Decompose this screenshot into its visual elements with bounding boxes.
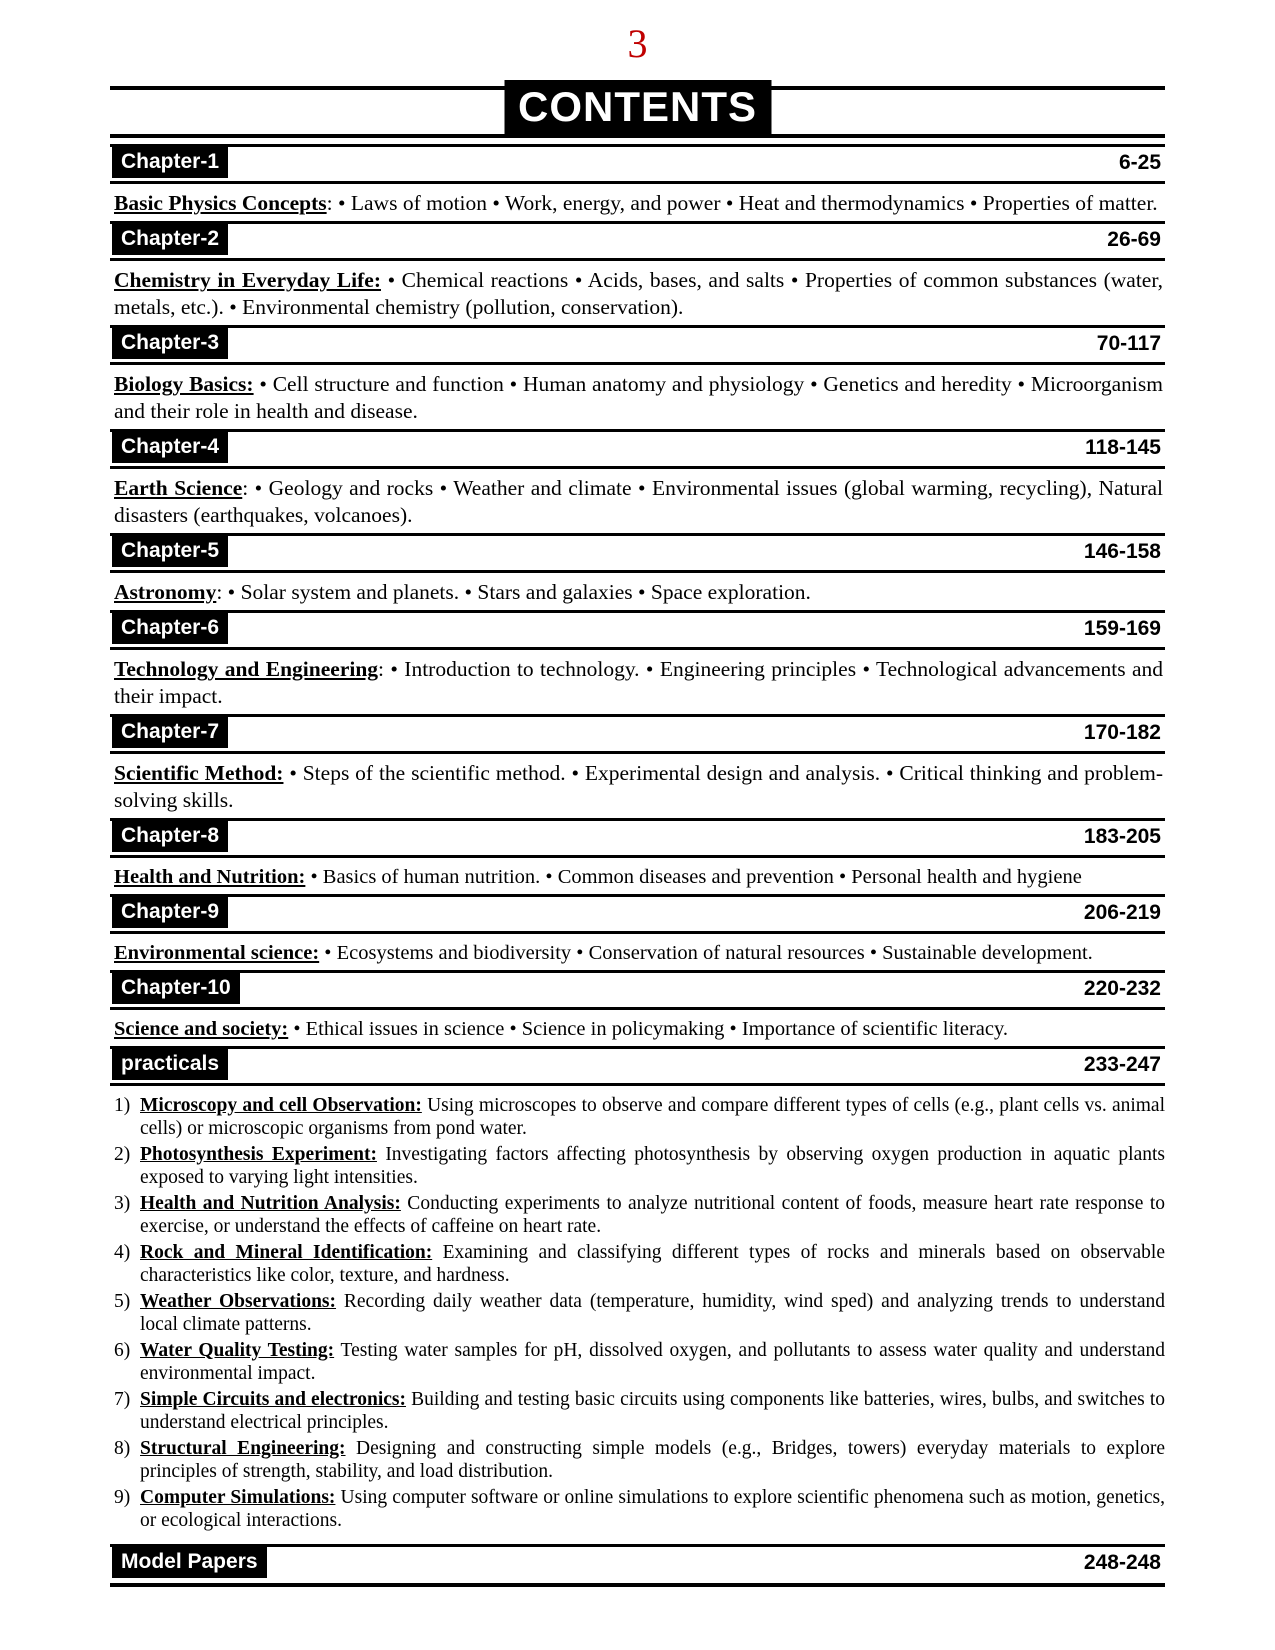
list-item-text: Recording daily weather data (temperature, humidity, wind sped) and analyzing trends to understand local climate patterns. [140, 1291, 1165, 1335]
chapter-description [110, 475, 1165, 529]
chapter-topic-list: • Cell structure and function • Human anatomy and physiology • Genetics and heredity • Microorganism and their role in health and disease. [114, 372, 1163, 423]
chapter-row[interactable] [110, 429, 1165, 469]
chapter-topic-list: : • Geology and rocks • Weather and climate • Environmental issues (global warming, recycling), Natural disasters (earthquakes, volcanoes). [114, 476, 1164, 527]
chapter-tag: Chapter-9 [112, 896, 228, 928]
chapter-description [110, 656, 1165, 710]
chapter-tag: Chapter-1 [112, 146, 228, 178]
list-item-body [140, 1486, 1165, 1532]
chapter-page-range: 118-145 [1085, 436, 1161, 459]
chapter-tag: Chapter-7 [112, 716, 228, 748]
chapter-description [110, 371, 1165, 425]
chapter-page-range: 183-205 [1083, 825, 1161, 848]
list-item-number: 4) [114, 1242, 131, 1263]
list-item-title: Rock and Mineral Identification: [140, 1242, 433, 1263]
chapter-page-range: 220-232 [1083, 977, 1161, 1000]
list-item-title: Health and Nutrition Analysis: [140, 1193, 401, 1214]
list-item [114, 1290, 1165, 1336]
chapter-topic-list: • Ethical issues in science • Science in policymaking • Importance of scientific literacy. [288, 1018, 1009, 1040]
list-item-text: Building and testing basic circuits using components like batteries, wires, bulbs, and switches to understand electrical principles. [140, 1389, 1165, 1433]
chapter-topic-list: • Ecosystems and biodiversity • Conservation of natural resources • Sustainable development. [319, 942, 1093, 964]
list-item [114, 1388, 1165, 1434]
chapter-page-range: 170-182 [1083, 721, 1161, 744]
list-item-title: Structural Engineering: [140, 1438, 346, 1459]
list-item-title: Photosynthesis Experiment: [140, 1144, 377, 1165]
practicals-list [110, 1094, 1165, 1532]
chapter-topic-list: : • Solar system and planets. • Stars and galaxies • Space exploration. [216, 580, 811, 604]
chapter-description [110, 1016, 1165, 1042]
practicals-page-range: 233-247 [1083, 1053, 1161, 1076]
chapter-page-range: 159-169 [1083, 617, 1161, 640]
chapter-topic-list: • Steps of the scientific method. • Experimental design and analysis. • Critical thinking and problem-solving skills. [114, 761, 1163, 812]
chapter-topic: Basic Physics Concepts [114, 191, 327, 215]
chapter-row[interactable] [110, 221, 1165, 261]
list-item-text: Investigating factors affecting photosynthesis by observing oxygen production in aquatic plants exposed to varying light intensities. [140, 1144, 1165, 1188]
list-item-text: Using computer software or online simulations to explore scientific phenomena such as motion, genetics, or ecological interactions. [140, 1487, 1166, 1531]
model-papers-page-range: 248-248 [1083, 1551, 1161, 1574]
chapter-tag: Chapter-5 [112, 535, 228, 567]
chapter-topic: Earth Science [114, 476, 243, 500]
list-item-number: 9) [114, 1487, 131, 1508]
list-item-body [140, 1094, 1165, 1140]
chapter-topic: Chemistry in Everyday Life: [114, 268, 381, 292]
chapter-topic-list: • Chemical reactions • Acids, bases, and salts • Properties of common substances (water, metals, etc.). • Environmental chemistry (pollution, conservation). [114, 268, 1164, 319]
chapter-page-range: 146-158 [1083, 540, 1161, 563]
chapter-row[interactable] [110, 144, 1165, 184]
list-item [114, 1143, 1165, 1189]
chapter-topic: Science and society: [114, 1018, 289, 1040]
chapter-tag: Chapter-4 [112, 431, 228, 463]
chapter-row[interactable] [110, 610, 1165, 650]
chapter-page-range: 206-219 [1083, 901, 1161, 924]
list-item-body [140, 1192, 1165, 1238]
model-papers-tag: Model Papers [112, 1546, 267, 1578]
list-item [114, 1094, 1165, 1140]
list-item-title: Water Quality Testing: [140, 1340, 335, 1361]
chapter-row[interactable] [110, 894, 1165, 934]
chapter-tag: Chapter-8 [112, 820, 228, 852]
chapter-topic: Scientific Method: [114, 761, 284, 785]
list-item-body [140, 1339, 1165, 1385]
chapter-description [110, 864, 1165, 890]
chapter-tag: Chapter-10 [112, 972, 240, 1004]
chapter-topic: Technology and Engineering [114, 657, 379, 681]
chapter-row[interactable] [110, 714, 1165, 754]
model-papers-row[interactable] [110, 1544, 1165, 1587]
list-item-text: Examining and classifying different types of rocks and minerals based on observable characteristics like color, texture, and hardness. [140, 1242, 1165, 1286]
chapter-topic: Biology Basics: [114, 372, 254, 396]
list-item-text: Testing water samples for pH, dissolved oxygen, and pollutants to assess water quality and understand environmental impact. [140, 1340, 1166, 1384]
list-item-number: 7) [114, 1389, 131, 1410]
chapter-description [110, 190, 1165, 217]
chapter-page-range: 70-117 [1096, 332, 1161, 355]
list-item-title: Simple Circuits and electronics: [140, 1389, 406, 1410]
chapter-topic: Health and Nutrition: [114, 866, 306, 888]
practicals-row[interactable] [110, 1046, 1165, 1086]
chapter-topic-list: : • Laws of motion • Work, energy, and power • Heat and thermodynamics • Properties of matter. [326, 191, 1158, 215]
contents-heading-band [110, 84, 1165, 140]
chapter-page-range: 6-25 [1118, 151, 1161, 174]
list-item-body [140, 1290, 1165, 1336]
list-item [114, 1339, 1165, 1385]
chapter-tag: Chapter-3 [112, 327, 228, 359]
list-item-text: Using microscopes to observe and compare different types of cells (e.g., plant cells vs. animal cells) or microscopic organisms from pond water. [140, 1095, 1166, 1139]
list-item-number: 5) [114, 1291, 131, 1312]
page-number: 3 [627, 21, 648, 66]
page-title: CONTENTS [504, 80, 771, 136]
list-item-title: Computer Simulations: [140, 1487, 336, 1508]
list-item [114, 1486, 1165, 1532]
chapter-topic-list: • Basics of human nutrition. • Common diseases and prevention • Personal health and hygiene [305, 866, 1082, 888]
chapter-row[interactable] [110, 325, 1165, 365]
list-item [114, 1192, 1165, 1238]
list-item-text: Designing and constructing simple models (e.g., Bridges, towers) everyday materials to explore principles of strength, stability, and load distribution. [140, 1438, 1165, 1482]
list-item-text: Conducting experiments to analyze nutritional content of foods, measure heart rate response to exercise, or understand the effects of caffeine on heart rate. [140, 1193, 1165, 1237]
chapter-tag: Chapter-6 [112, 612, 228, 644]
chapter-tag: Chapter-2 [112, 223, 228, 255]
chapter-page-range: 26-69 [1107, 228, 1161, 251]
list-item-number: 1) [114, 1095, 131, 1116]
list-item [114, 1437, 1165, 1483]
list-item-body [140, 1437, 1165, 1483]
chapter-row[interactable] [110, 970, 1165, 1010]
list-item-body [140, 1388, 1165, 1434]
list-item-number: 2) [114, 1144, 131, 1165]
chapter-description [110, 760, 1165, 814]
list-item-title: Weather Observations: [140, 1291, 337, 1312]
list-item [114, 1241, 1165, 1287]
list-item-number: 3) [114, 1193, 131, 1214]
list-item-body [140, 1241, 1165, 1287]
chapter-row[interactable] [110, 533, 1165, 573]
chapter-topic: Astronomy [114, 580, 217, 604]
chapter-topic-list: : • Introduction to technology. • Engineering principles • Technological advancements and their impact. [114, 657, 1163, 708]
chapter-row[interactable] [110, 818, 1165, 858]
chapter-description [110, 267, 1165, 321]
list-item-number: 6) [114, 1340, 131, 1361]
chapter-description [110, 940, 1165, 966]
list-item-title: Microscopy and cell Observation: [140, 1095, 422, 1116]
chapter-description [110, 579, 1165, 606]
chapter-topic: Environmental science: [114, 942, 320, 964]
practicals-tag: practicals [112, 1048, 228, 1080]
list-item-body [140, 1143, 1165, 1189]
list-item-number: 8) [114, 1438, 131, 1459]
